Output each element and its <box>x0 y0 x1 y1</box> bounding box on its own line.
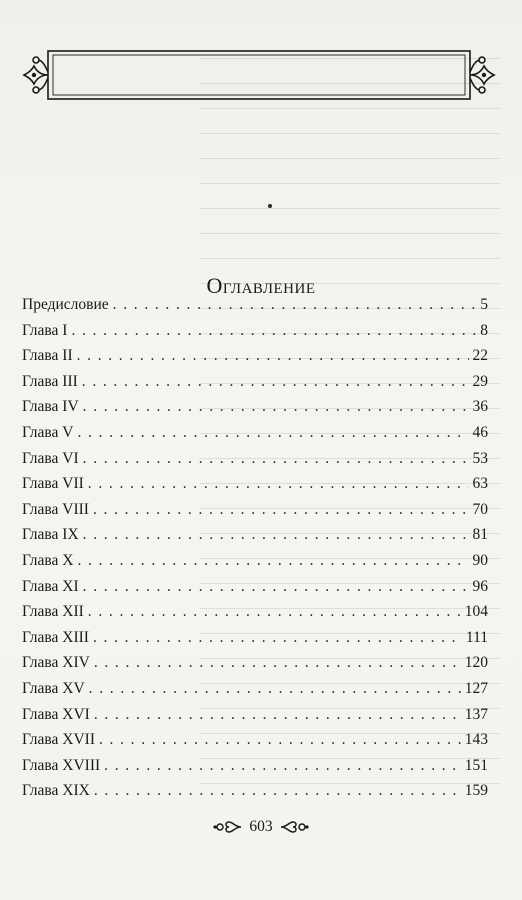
toc-entry-page: 63 <box>472 475 488 493</box>
toc-entry-page: 159 <box>464 782 488 800</box>
toc-heading: Оглавление <box>206 272 316 298</box>
toc-entry-page: 120 <box>464 654 488 672</box>
toc-entry-page: 127 <box>464 679 488 697</box>
toc-entry-page: 29 <box>472 372 488 390</box>
toc-entry-label: Глава III <box>22 372 78 390</box>
toc-entry-label: Глава XIX <box>22 782 90 800</box>
toc-entry-page: 5 <box>480 296 488 313</box>
toc-entry <box>22 706 488 732</box>
toc-entry <box>22 347 488 373</box>
fleuron-left-icon <box>213 820 243 834</box>
toc-entry <box>22 654 488 680</box>
page-footer <box>0 818 522 836</box>
toc-entry-label: Глава XI <box>22 577 79 595</box>
dot-leader <box>82 373 469 391</box>
toc-entry-label: Глава VI <box>22 449 79 467</box>
toc-entry-page: 8 <box>480 321 488 339</box>
toc-entry <box>22 782 488 808</box>
toc-entry <box>22 603 488 629</box>
toc-entry-label: Глава V <box>22 423 74 441</box>
toc-entry-label: Глава X <box>22 551 74 569</box>
dot-leader <box>77 552 468 570</box>
toc-entry-label: Глава XVII <box>22 731 95 749</box>
ornamental-frame-icon <box>22 48 496 102</box>
toc-entry-label: Глава XIII <box>22 628 89 646</box>
toc-entry-page: 96 <box>472 577 488 595</box>
toc-list <box>22 296 488 808</box>
toc-entry-label: Глава IX <box>22 526 79 544</box>
toc-entry <box>22 424 488 450</box>
dot-leader <box>113 296 477 314</box>
toc-entry <box>22 322 488 348</box>
dot-leader <box>83 398 469 416</box>
toc-entry-label: Глава XIV <box>22 654 90 672</box>
toc-entry-label: Глава VIII <box>22 500 89 518</box>
dot-leader <box>77 347 469 365</box>
toc-entry-page: 36 <box>472 398 488 416</box>
toc-entry-label: Глава XV <box>22 679 85 697</box>
toc-entry-page: 143 <box>464 731 488 749</box>
fleuron-right-icon <box>279 820 309 834</box>
dot-leader <box>83 578 469 596</box>
toc-entry-label: Глава XII <box>22 603 84 621</box>
dot-leader <box>77 424 468 442</box>
toc-entry <box>22 450 488 476</box>
dot-leader <box>83 450 469 468</box>
toc-entry-page: 46 <box>472 423 488 441</box>
stray-dot <box>268 204 272 208</box>
dot-leader <box>88 475 469 493</box>
toc-entry <box>22 578 488 604</box>
toc-entry-page: 70 <box>472 500 488 518</box>
toc-entry-page: 111 <box>465 628 488 646</box>
toc-entry-page: 104 <box>464 603 488 621</box>
dot-leader <box>94 654 461 672</box>
page-number: 603 <box>249 818 273 835</box>
toc-entry-label: Глава XVIII <box>22 756 101 774</box>
toc-entry-page: 137 <box>464 705 488 723</box>
toc-entry-label: Глава II <box>22 347 73 365</box>
toc-entry-page: 81 <box>472 526 488 544</box>
toc-entry <box>22 475 488 501</box>
dot-leader <box>88 603 461 621</box>
toc-entry <box>22 398 488 424</box>
toc-entry <box>22 552 488 578</box>
toc-entry <box>22 629 488 655</box>
toc-entry <box>22 373 488 399</box>
toc-entry <box>22 501 488 527</box>
dot-leader <box>83 526 469 544</box>
toc-entry <box>22 526 488 552</box>
toc-entry <box>22 296 488 322</box>
dot-leader <box>93 501 469 519</box>
toc-entry-label: Предисловие <box>22 296 109 313</box>
toc-entry <box>22 757 488 783</box>
dot-leader <box>99 731 461 749</box>
toc-entry <box>22 680 488 706</box>
toc-entry-page: 53 <box>472 449 488 467</box>
toc-entry-label: Глава XVI <box>22 705 90 723</box>
dot-leader <box>104 757 461 775</box>
dot-leader <box>93 629 462 647</box>
toc-entry-label: Глава I <box>22 321 68 339</box>
dot-leader <box>94 782 461 800</box>
dot-leader <box>71 322 476 340</box>
toc-entry-label: Глава VII <box>22 475 84 493</box>
toc-entry <box>22 731 488 757</box>
toc-entry-page: 90 <box>472 551 488 569</box>
toc-entry-page: 151 <box>464 756 488 774</box>
toc-entry-label: Глава IV <box>22 398 79 416</box>
dot-leader <box>89 680 461 698</box>
toc-entry-page: 22 <box>472 347 488 365</box>
dot-leader <box>94 706 461 724</box>
